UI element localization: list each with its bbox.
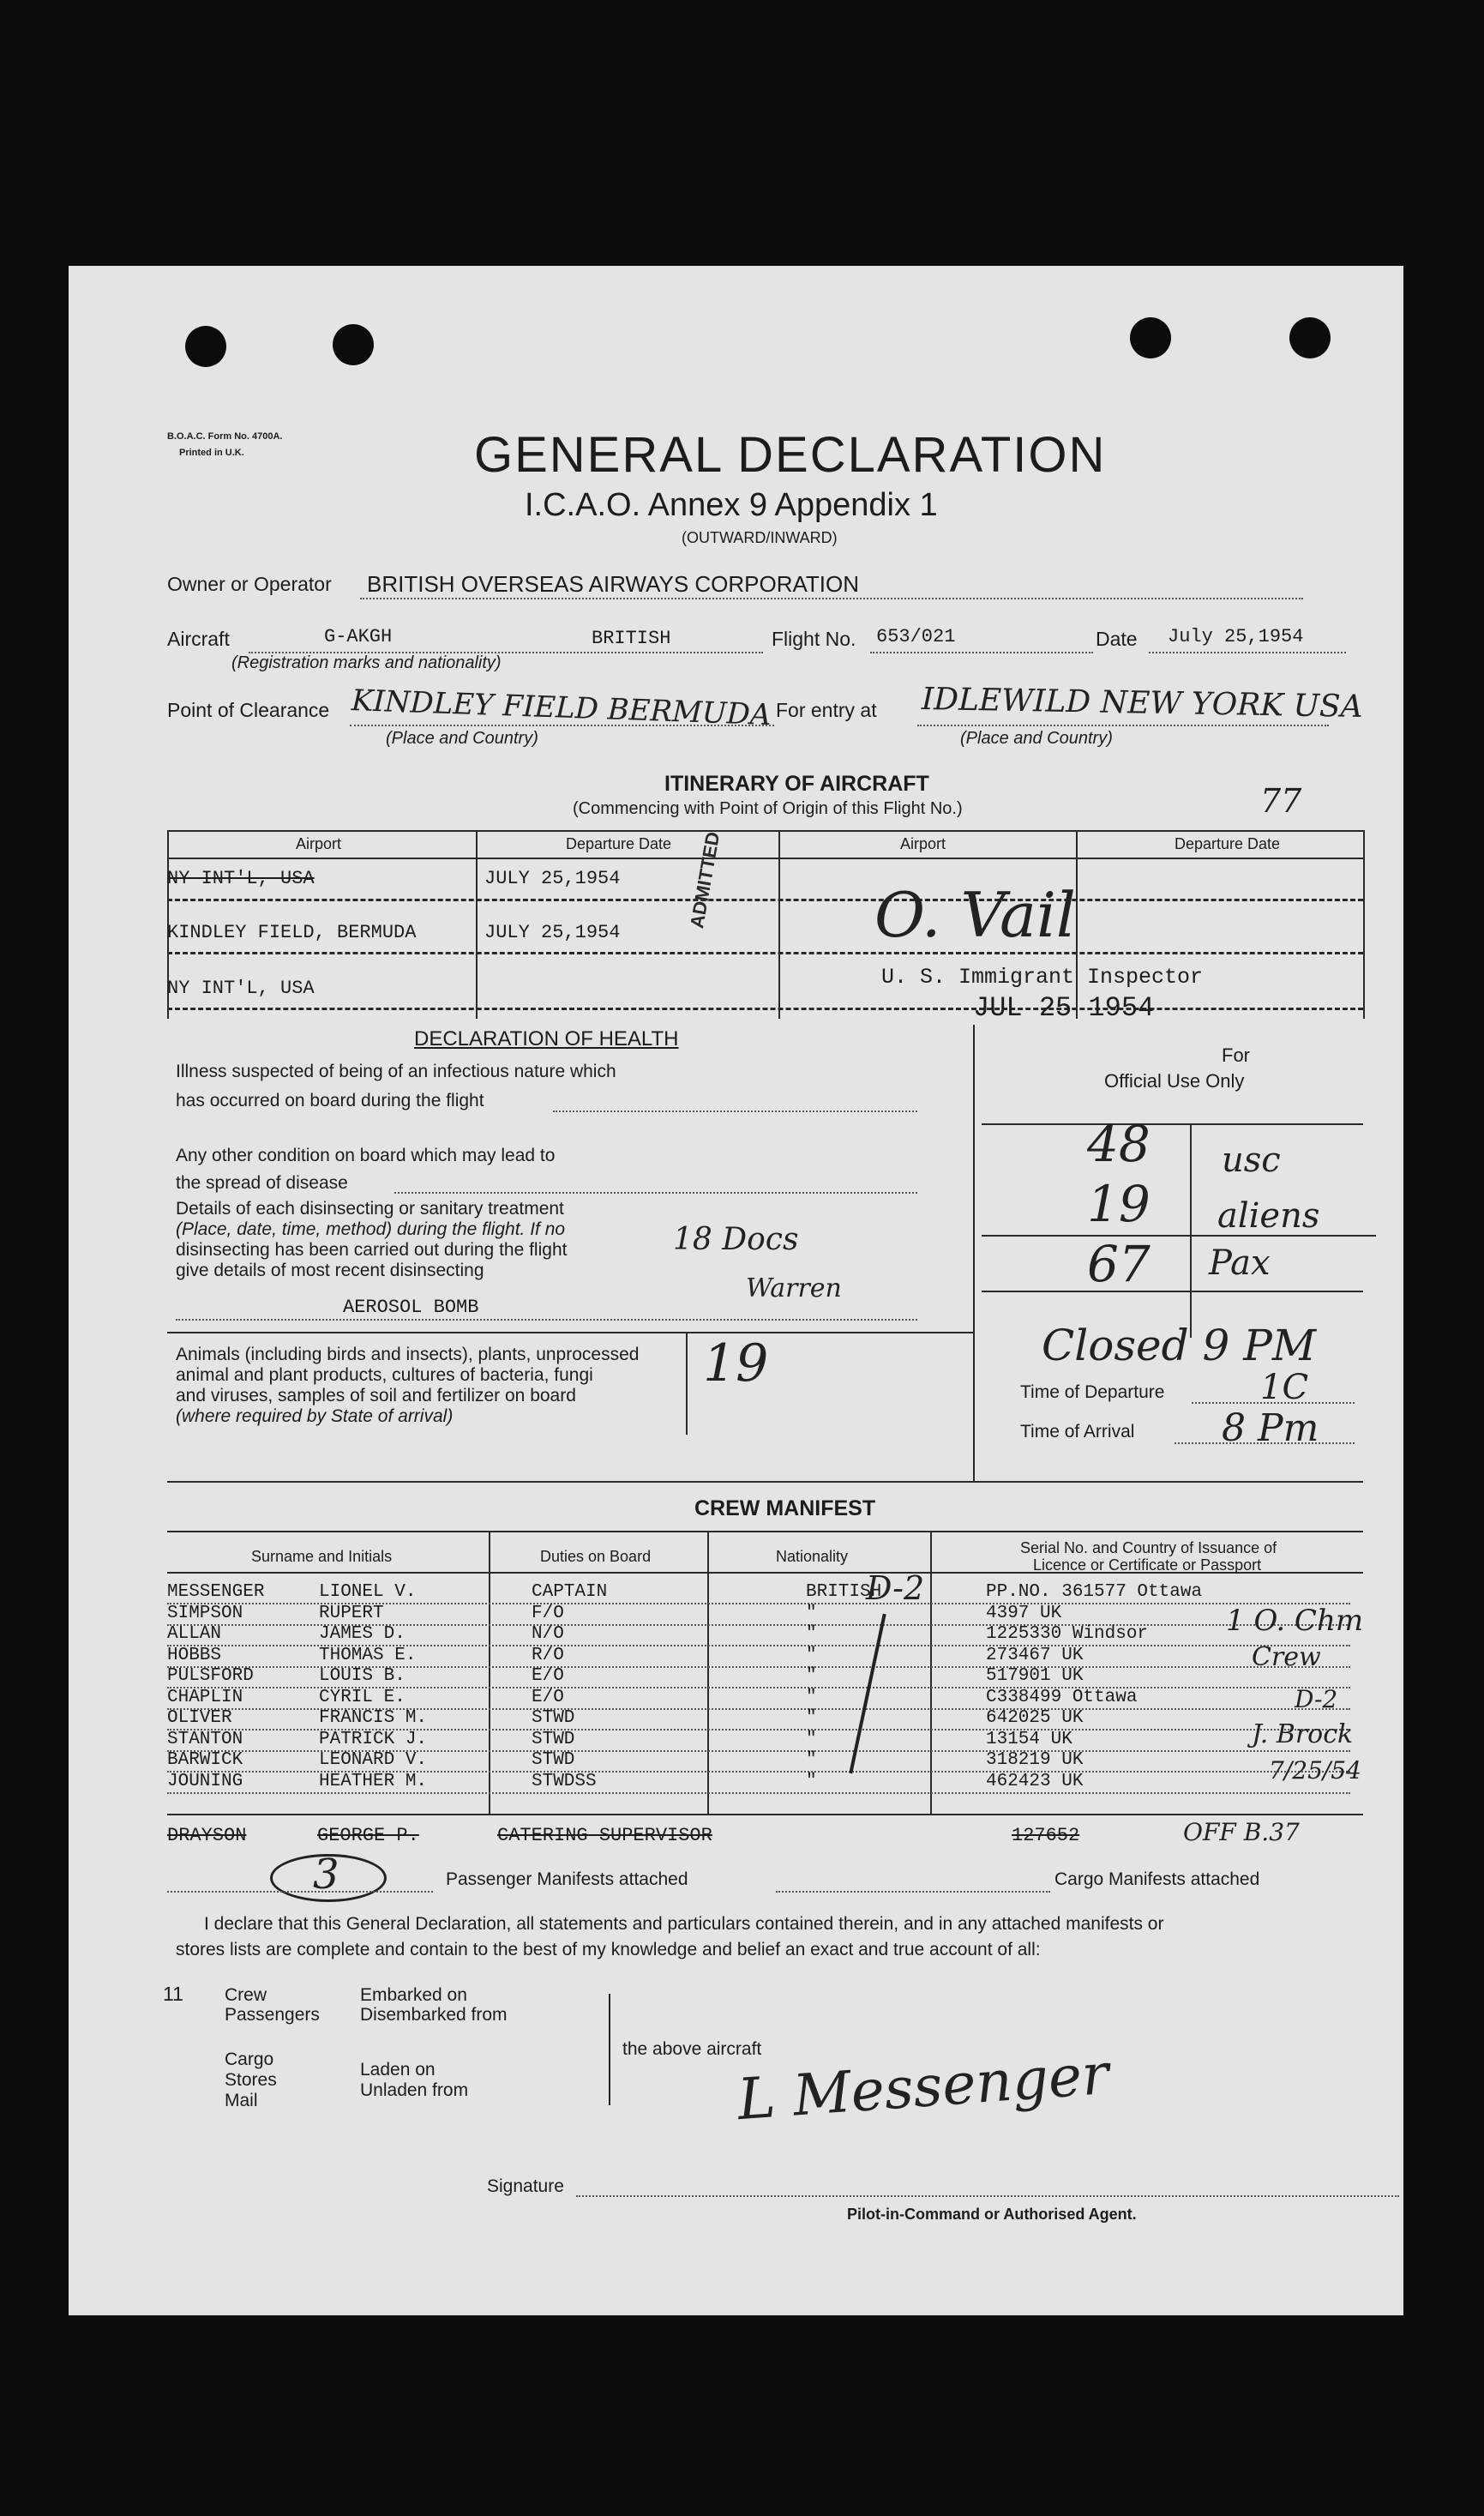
aircraft-reg: G-AKGH: [324, 626, 393, 647]
crew-cell-surname: JOUNING: [167, 1771, 243, 1791]
pilot-label: Pilot-in-Command or Authorised Agent.: [847, 2206, 1137, 2223]
arrival-value: 8 Pm: [1222, 1406, 1319, 1450]
condition-line: Any other condition on board which may lead to: [176, 1146, 556, 1165]
animals-line: Animals (including birds and insects), plants, unprocessed: [176, 1345, 640, 1364]
departure-label: Time of Departure: [1020, 1382, 1165, 1402]
crew-cell-duty: STWD: [532, 1729, 575, 1749]
crew-cell-initials: THOMAS E.: [319, 1645, 417, 1665]
itinerary-caption: (Commencing with Point of Origin of this Flight No.): [573, 799, 963, 818]
animals-line: and viruses, samples of soil and fertilizer on board: [176, 1386, 576, 1405]
crew-cell-serial: C338499 Ottawa: [986, 1687, 1138, 1707]
crew-cell-serial: 4397 UK: [986, 1603, 1062, 1623]
hand-docs: 18 Docs: [673, 1222, 799, 1257]
form-code-line: B.O.A.C. Form No. 4700A.: [167, 431, 283, 442]
treatment-line: Details of each disinsecting or sanitary treatment: [176, 1199, 564, 1219]
decl-laden: Laden on: [360, 2060, 436, 2080]
illness-line: Illness suspected of being of an infectious nature which: [176, 1062, 616, 1081]
crew-cell-serial: 13154 UK: [986, 1729, 1072, 1749]
inspector-signature: O. Vail: [874, 879, 1076, 951]
declaration-text: stores lists are complete and contain to the best of my knowledge and belief an exact and true account of all:: [176, 1940, 1041, 1959]
official-subtitle: Official Use Only: [1104, 1070, 1245, 1092]
crew-cell-duty: STWD: [532, 1708, 575, 1728]
admitted-stamp: ADMITTED: [686, 830, 724, 930]
crew-cell-surname: CHAPLIN: [167, 1687, 243, 1707]
form-code: [167, 429, 282, 461]
owner-value: BRITISH OVERSEAS AIRWAYS CORPORATION: [367, 571, 860, 597]
registration-caption: (Registration marks and nationality): [231, 653, 502, 672]
pilot-signature: L Messenger: [735, 2040, 1111, 2134]
aircraft-nationality: BRITISH: [592, 628, 671, 649]
punch-hole-icon: [1130, 317, 1171, 358]
official-count: 19: [1087, 1175, 1151, 1233]
decl-stores: Stores: [225, 2070, 277, 2090]
crew-row-line: [167, 1792, 1350, 1794]
crew-cell-serial: PP.NO. 361577 Ottawa: [986, 1582, 1203, 1602]
official-count: 48: [1087, 1115, 1151, 1173]
official-count-label: aliens: [1217, 1196, 1320, 1236]
crew-cell-initials: CYRIL E.: [319, 1687, 406, 1707]
departure-value: 1C: [1260, 1368, 1309, 1407]
crew-header-serial-2: Licence or Certificate or Passport: [1033, 1556, 1262, 1574]
itin-row-date: JULY 25,1954: [484, 922, 621, 943]
crew-cell-serial: 318219 UK: [986, 1750, 1084, 1770]
crew-cell-nat: ": [806, 1645, 817, 1665]
crew-cell-nat: ": [806, 1666, 817, 1686]
crew-cell-nat: ": [806, 1771, 817, 1791]
clearance-value: KINDLEY FIELD BERMUDA: [351, 683, 772, 733]
crew-cell-duty: STWD: [532, 1750, 575, 1770]
decl-above: the above aircraft: [622, 2039, 762, 2059]
passenger-manifest-label: Passenger Manifests attached: [446, 1869, 688, 1889]
treatment-line: disinsecting has been carried out during the flight: [176, 1240, 568, 1260]
crew-cell-initials: LOUIS B.: [319, 1666, 406, 1686]
hand-warren: Warren: [746, 1273, 842, 1303]
crew-header-nat: Nationality: [776, 1548, 849, 1565]
decl-embarked: Embarked on: [360, 1985, 467, 2005]
itin-row-airport: KINDLEY FIELD, BERMUDA: [167, 922, 417, 943]
direction-note: (OUTWARD/INWARD): [682, 529, 838, 546]
itin-header-airport-2: Airport: [900, 835, 946, 852]
crew-cell-duty: F/O: [532, 1603, 564, 1623]
crew-header-duty: Duties on Board: [540, 1548, 652, 1565]
owner-label: Owner or Operator: [167, 573, 332, 595]
crew-cell-serial: 1225330 Windsor: [986, 1624, 1149, 1644]
itinerary-page-no: 77: [1260, 782, 1302, 820]
crew-title: CREW MANIFEST: [694, 1496, 876, 1520]
struck-note: OFF B.37: [1183, 1818, 1300, 1846]
official-count: 67: [1087, 1235, 1151, 1293]
brace: [600, 1994, 610, 2105]
condition-line: the spread of disease: [176, 1173, 348, 1193]
hand-d2: D-2: [866, 1569, 925, 1607]
page-subtitle: I.C.A.O. Annex 9 Appendix 1: [525, 487, 938, 523]
itin-row-airport: NY INT'L, USA: [167, 978, 315, 999]
crew-cell-initials: LIONEL V.: [319, 1582, 417, 1602]
crew-cell-nat: ": [806, 1624, 817, 1644]
itin-row-airport: NY INT'L, USA: [167, 868, 315, 889]
animals-line: (where required by State of arrival): [176, 1406, 454, 1426]
passenger-count-circle: [270, 1854, 387, 1902]
declaration-text: I declare that this General Declaration, all statements and particulars contained therein, and in any attached manifests or: [204, 1914, 1164, 1934]
struck-initials: GEORGE P.: [317, 1825, 419, 1846]
margin-note: D-2: [1295, 1685, 1338, 1713]
flight-label: Flight No.: [772, 628, 856, 650]
crew-cell-serial: 273467 UK: [986, 1645, 1084, 1665]
animals-line: animal and plant products, cultures of bacteria, fungi: [176, 1365, 593, 1385]
crew-cell-surname: PULSFORD: [167, 1666, 254, 1686]
cargo-manifest-label: Cargo Manifests attached: [1054, 1869, 1260, 1889]
crew-cell-duty: E/O: [532, 1666, 564, 1686]
aircraft-label: Aircraft: [167, 628, 230, 650]
crew-cell-surname: MESSENGER: [167, 1582, 265, 1602]
crew-cell-surname: STANTON: [167, 1729, 243, 1749]
official-count-label: usc: [1222, 1141, 1281, 1180]
struck-duty: CATERING SUPERVISOR: [497, 1825, 712, 1846]
decl-unladen: Unladen from: [360, 2080, 469, 2100]
entry-label: For entry at: [776, 699, 877, 721]
decl-crew: Crew: [225, 1985, 267, 2005]
animals-hand-value: 19: [703, 1333, 769, 1393]
decl-disembarked: Disembarked from: [360, 2005, 508, 2025]
stamp-date: JUL 25 1954: [973, 992, 1155, 1024]
crew-cell-nat: ": [806, 1603, 817, 1623]
crew-cell-serial: 517901 UK: [986, 1666, 1084, 1686]
punch-hole-icon: [1289, 317, 1331, 358]
crew-cell-nat: ": [806, 1708, 817, 1728]
health-title: DECLARATION OF HEALTH: [414, 1027, 679, 1050]
crew-cell-nat: BRITISH: [806, 1582, 882, 1602]
inspector-title: U. S. Immigrant Inspector: [881, 965, 1204, 990]
flight-value: 653/021: [876, 626, 956, 647]
place-caption-right: (Place and Country): [960, 729, 1113, 748]
arrival-label: Time of Arrival: [1020, 1422, 1135, 1442]
crew-cell-nat: ": [806, 1687, 817, 1707]
decl-cargo: Cargo: [225, 2050, 274, 2069]
itin-header-airport: Airport: [296, 835, 342, 852]
margin-note: J. Brock: [1252, 1719, 1354, 1749]
crew-cell-initials: JAMES D.: [319, 1624, 406, 1644]
form-print-line: Printed in U.K.: [179, 448, 244, 458]
punch-hole-icon: [185, 326, 226, 367]
declaration-count: 11: [163, 1983, 183, 2005]
itin-header-date: Departure Date: [566, 835, 672, 852]
crew-cell-duty: E/O: [532, 1687, 564, 1707]
crew-header-serial: Serial No. and Country of Issuance of: [1020, 1539, 1277, 1556]
itin-header-date-2: Departure Date: [1175, 835, 1281, 852]
illness-line: has occurred on board during the flight: [176, 1091, 484, 1111]
crew-cell-initials: RUPERT: [319, 1603, 384, 1623]
crew-cell-surname: HOBBS: [167, 1645, 222, 1665]
treatment-line: (Place, date, time, method) during the flight. If no: [176, 1219, 566, 1239]
margin-note: 1 O. Chm: [1226, 1604, 1364, 1638]
date-label: Date: [1096, 628, 1138, 650]
treatment-value: AEROSOL BOMB: [343, 1297, 479, 1318]
crew-cell-nat: ": [806, 1750, 817, 1770]
crew-cell-surname: OLIVER: [167, 1708, 232, 1728]
official-count-label: Pax: [1209, 1243, 1271, 1283]
passenger-count: 3: [313, 1851, 339, 1899]
crew-cell-initials: FRANCIS M.: [319, 1708, 428, 1728]
struck-surname: DRAYSON: [167, 1825, 247, 1846]
crew-cell-surname: ALLAN: [167, 1624, 222, 1644]
official-title: For: [1222, 1044, 1250, 1066]
crew-cell-surname: SIMPSON: [167, 1603, 243, 1623]
crew-cell-surname: BARWICK: [167, 1750, 243, 1770]
crew-cell-initials: PATRICK J.: [319, 1729, 428, 1749]
closed-note: Closed 9 PM: [1042, 1321, 1317, 1370]
decl-passengers: Passengers: [225, 2005, 320, 2025]
margin-note: 7/25/54: [1269, 1756, 1361, 1785]
crew-cell-duty: STWDSS: [532, 1771, 597, 1791]
date-value: July 25,1954: [1168, 626, 1304, 647]
treatment-line: give details of most recent disinsecting: [176, 1261, 484, 1280]
clearance-label: Point of Clearance: [167, 699, 330, 721]
crew-cell-serial: 462423 UK: [986, 1771, 1084, 1791]
crew-cell-serial: 642025 UK: [986, 1708, 1084, 1728]
itin-row-date: JULY 25,1954: [484, 868, 621, 889]
crew-cell-initials: HEATHER M.: [319, 1771, 428, 1791]
itinerary-title: ITINERARY OF AIRCRAFT: [664, 772, 929, 796]
crew-header-name: Surname and Initials: [251, 1548, 393, 1565]
crew-cell-duty: N/O: [532, 1624, 564, 1644]
place-caption-left: (Place and Country): [386, 729, 538, 748]
margin-note: Crew: [1252, 1642, 1321, 1672]
crew-cell-duty: CAPTAIN: [532, 1582, 608, 1602]
struck-serial: 127652: [1012, 1825, 1080, 1846]
page-title: GENERAL DECLARATION: [474, 427, 1107, 483]
crew-cell-duty: R/O: [532, 1645, 564, 1665]
crew-cell-initials: LEONARD V.: [319, 1750, 428, 1770]
punch-hole-icon: [333, 324, 374, 365]
entry-value: IDLEWILD NEW YORK USA: [921, 682, 1363, 725]
signature-label: Signature: [487, 2176, 564, 2196]
decl-mail: Mail: [225, 2091, 258, 2110]
crew-cell-nat: ": [806, 1729, 817, 1749]
